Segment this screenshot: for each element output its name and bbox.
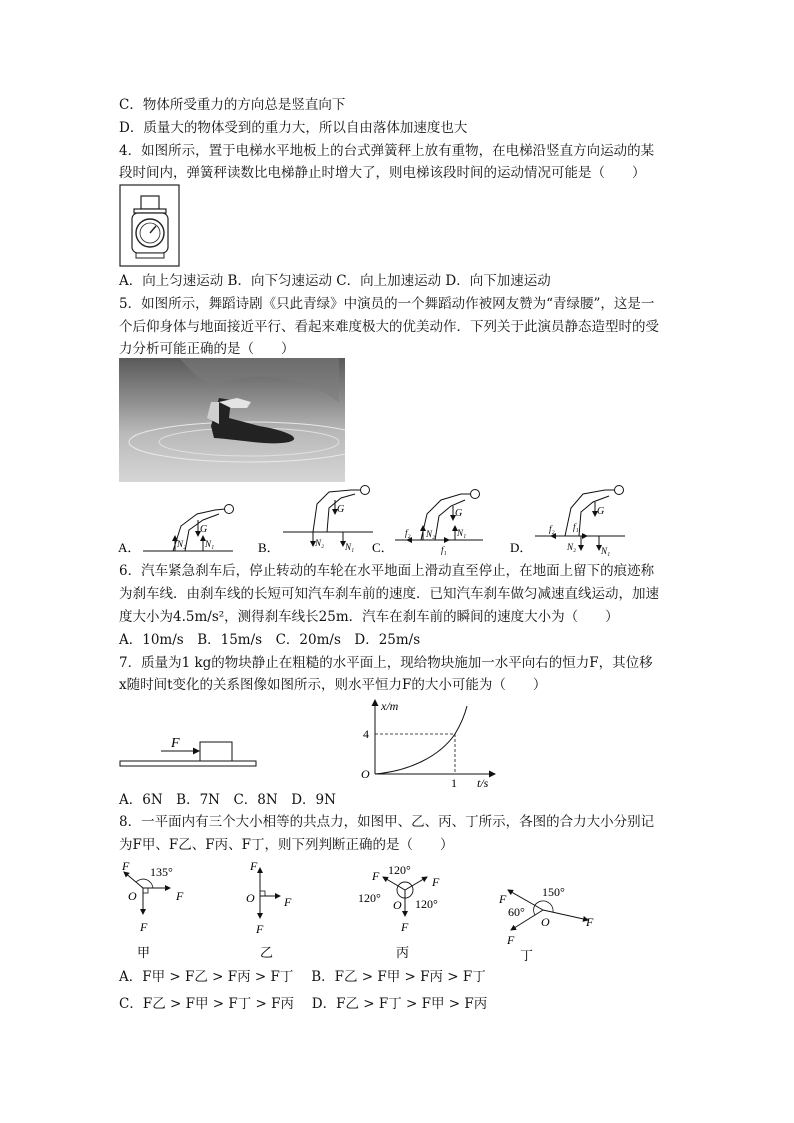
q5-stem-line2: 个后仰身体与地面接近平行、看起来难度极大的优美动作．下列关于此演员静态造型时的受 xyxy=(119,319,659,335)
q5-a-gravity-label: G xyxy=(200,524,208,535)
q6-stem-line1: 6．汽车紧急刹车后，停止转动的车轮在水平地面上滑动直至停止，在地面上留下的痕迹称 xyxy=(119,563,655,579)
q5-b-n1-label: N₁ xyxy=(345,542,355,552)
q8-force-diagrams xyxy=(110,858,610,964)
q8-diagram-bing xyxy=(358,863,440,960)
q3-option-d: D．质量大的物体受到的重力大，所以自由落体加速度也大 xyxy=(119,120,468,136)
q8-bing-angle-top: 120° xyxy=(388,863,411,877)
q7-stem-line2: x随时间t变化的关系图像如图所示，则水平恒力F的大小可能为（ ） xyxy=(119,677,547,693)
q8-yi-f-down: F xyxy=(256,922,264,936)
q5-stem-line3: 力分析可能正确的是（ ） xyxy=(119,341,295,357)
q8-yi-caption: 乙 xyxy=(260,945,274,960)
q7-stem-line1: 7．质量为1 kg的物块静止在粗糙的水平面上，现给物块施加一水平向右的恒力F，其位移 xyxy=(119,655,653,671)
q8-jia-f-down: F xyxy=(140,920,148,934)
q8-jia-angle: 135° xyxy=(150,865,173,879)
q6-options: A．10m/s B．15m/s C．20m/s D．25m/s xyxy=(119,632,421,648)
q5-a-n1-label: N₁ xyxy=(205,539,215,549)
q8-yi-origin: O xyxy=(246,891,255,905)
q8-stem-line2: 为F甲、F乙、F丙、F丁，则下列判断正确的是（ ） xyxy=(119,837,454,853)
q7-x-tick-label: 4 xyxy=(363,727,369,741)
q5-d-n2-label: N₂ xyxy=(567,542,577,552)
q8-bing-origin: O xyxy=(393,898,402,912)
q6-stem-line3: 度大小为4.5m/s²，测得刹车线长25m．汽车在刹车前的瞬间的速度大小为（ ） xyxy=(119,609,619,625)
q8-bing-f-down: F xyxy=(401,920,409,934)
q5-stem-line1: 5．如图所示，舞蹈诗剧《只此青绿》中演员的一个舞蹈动作被网友赞为“青绿腰”，这是一 xyxy=(119,296,655,312)
q5-option-b-label: B． xyxy=(258,540,280,555)
q7-origin-label: O xyxy=(361,767,370,781)
q5-c-n2-label: N₂ xyxy=(426,529,436,539)
q8-ding-angle-150: 150° xyxy=(542,885,565,899)
q5-b-gravity-label: G xyxy=(337,504,345,515)
q8-bing-angle-right: 120° xyxy=(415,897,438,911)
q4-stem-line2: 段时间内，弹簧秤读数比电梯静止时增大了，则电梯该段时间的运动情况可能是（ ） xyxy=(119,165,646,181)
q4-stem-line1: 4．如图所示，置于电梯水平地板上的台式弹簧秤上放有重物，在电梯沿竖直方向运动的某 xyxy=(119,143,655,159)
q8-bing-angle-left: 120° xyxy=(358,891,381,905)
q5-c-f2-label: f₂ xyxy=(405,528,411,538)
q8-stem-line1: 8．一平面内有三个大小相等的共点力，如图甲、乙、丙、丁所示，各图的合力大小分别记 xyxy=(119,814,655,830)
q5-option-c-label: C． xyxy=(372,540,394,555)
q8-options-cd: C．F乙 > F甲 > F丁 > F丙 D．F乙 > F丁 > F甲 > F丙 xyxy=(119,996,488,1012)
q5-d-n1-label: N₁ xyxy=(601,546,611,556)
q8-ding-f-downleft: F xyxy=(507,933,515,947)
q7-xt-graph xyxy=(355,696,505,792)
q8-yi-f-up: F xyxy=(250,859,258,873)
q8-bing-f-right: F xyxy=(432,875,440,889)
q7-force-label: F xyxy=(171,736,180,751)
q8-diagram-jia xyxy=(121,859,184,960)
q8-ding-f-right: F xyxy=(586,915,594,929)
q8-diagram-yi xyxy=(246,859,292,960)
q8-jia-caption: 甲 xyxy=(137,945,151,960)
q8-diagram-ding xyxy=(498,885,594,963)
q5-c-gravity-label: G xyxy=(455,508,463,519)
q4-options: A．向上匀速运动 B．向下匀速运动 C．向上加速运动 D．向下加速运动 xyxy=(119,273,551,289)
q5-c-n1-label: N₁ xyxy=(457,528,467,538)
q8-jia-f-upleft: F xyxy=(122,859,130,873)
q5-option-d-label: D． xyxy=(510,540,533,555)
q5-d-gravity-label: G xyxy=(597,506,605,517)
q8-ding-caption: 丁 xyxy=(520,948,534,963)
q4-spring-scale-figure xyxy=(119,184,181,268)
q8-bing-caption: 丙 xyxy=(396,945,410,960)
q5-a-n2-label: N₂ xyxy=(177,539,187,549)
q5-d-f1-label: f₁ xyxy=(573,522,579,532)
q6-stem-line2: 为刹车线．由刹车线的长短可知汽车刹车前的速度．已知汽车刹车做匀减速直线运动，加速 xyxy=(119,586,659,602)
q8-jia-f-right: F xyxy=(176,889,184,903)
q7-t-axis-label: t/s xyxy=(477,776,489,790)
q8-ding-f-upleft: F xyxy=(499,892,507,906)
q7-block-figure xyxy=(119,730,259,770)
q7-t-tick-label: 1 xyxy=(451,776,457,790)
q5-d-f2-label: f₂ xyxy=(549,524,555,534)
q5-option-a-label: A． xyxy=(118,540,141,555)
q8-options-ab: A．F甲 > F乙 > F丙 > F丁 B．F乙 > F甲 > F丙 > F丁 xyxy=(119,969,486,985)
q8-ding-origin: O xyxy=(541,915,550,929)
q8-ding-angle-60: 60° xyxy=(508,905,525,919)
q3-option-c: C．物体所受重力的方向总是竖直向下 xyxy=(119,97,346,113)
q5-b-n2-label: N₂ xyxy=(315,538,325,548)
q8-yi-f-right: F xyxy=(284,895,292,909)
q5-force-diagrams xyxy=(115,484,645,558)
q8-jia-origin: O xyxy=(128,889,137,903)
q7-x-axis-label: x/m xyxy=(381,699,399,713)
q7-options: A．6N B．7N C．8N D．9N xyxy=(119,792,336,808)
q8-bing-f-left: F xyxy=(372,869,380,883)
q5-c-f1-label: f₁ xyxy=(441,545,447,555)
q5-dancer-photo xyxy=(119,358,345,482)
